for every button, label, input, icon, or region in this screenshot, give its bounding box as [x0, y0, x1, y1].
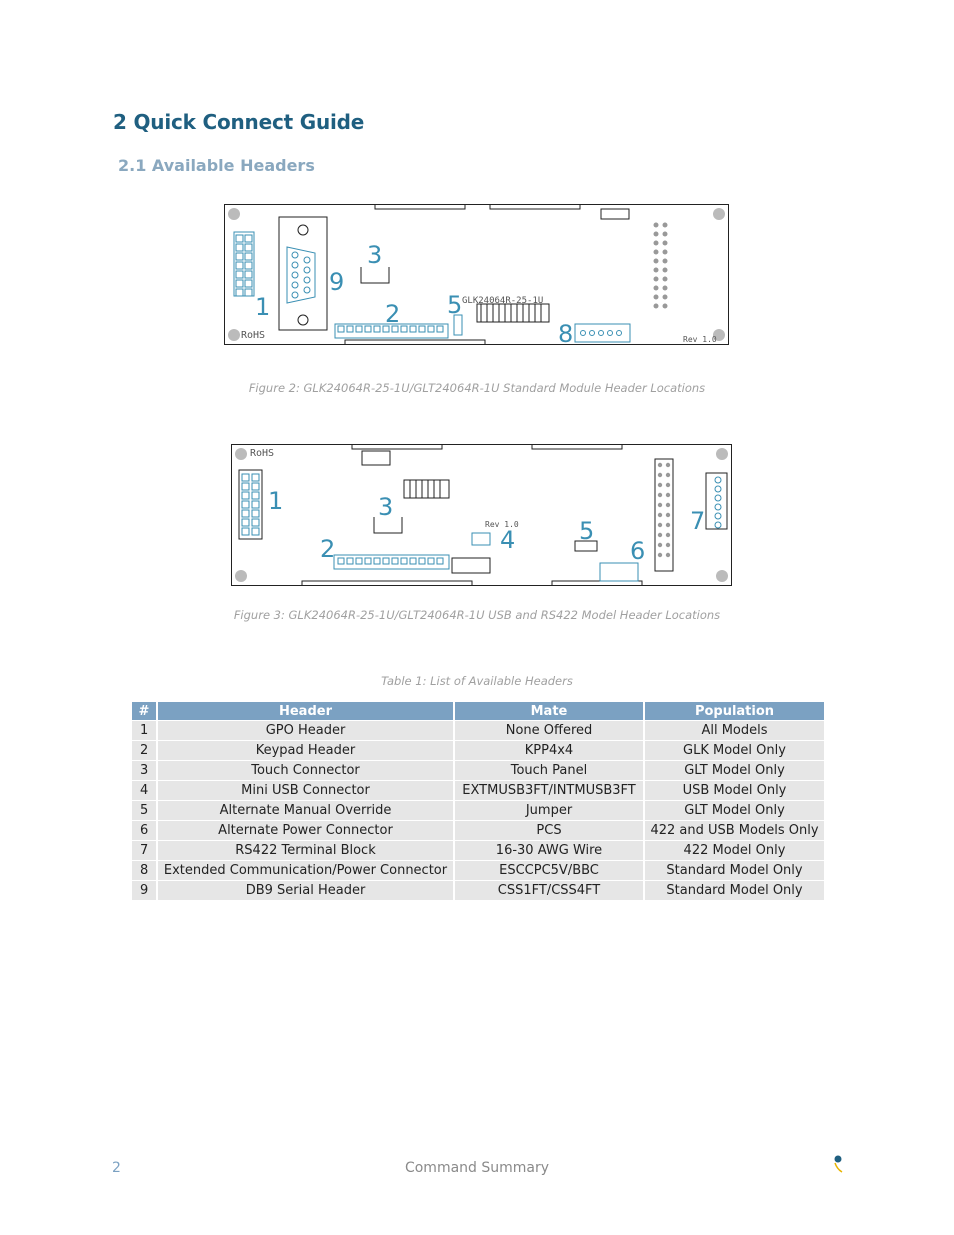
row-number: 2: [132, 741, 156, 760]
page-number: 2: [112, 1160, 121, 1176]
callout-2: 2: [385, 300, 401, 328]
table-row: [132, 761, 824, 780]
row-population: GLT Model Only: [645, 761, 824, 780]
callout-5: 5: [579, 517, 595, 545]
col-mate: Mate: [455, 702, 643, 720]
row-header: DB9 Serial Header: [158, 881, 453, 900]
row-population: USB Model Only: [645, 781, 824, 800]
row-number: 1: [132, 721, 156, 740]
row-number: 7: [132, 841, 156, 860]
board-rev-label: Rev 1.0: [485, 520, 519, 529]
callout-5: 5: [447, 291, 463, 319]
callout-2: 2: [320, 535, 336, 563]
col-header: Header: [158, 702, 453, 720]
row-mate: EXTMUSB3FT/INTMUSB3FT: [455, 781, 643, 800]
rohs-label: RoHS: [250, 448, 275, 459]
row-header: Mini USB Connector: [158, 781, 453, 800]
row-header: Touch Connector: [158, 761, 453, 780]
row-header: GPO Header: [158, 721, 453, 740]
table-row: [132, 841, 824, 860]
table-row: [132, 821, 824, 840]
callout-1: 1: [268, 487, 284, 515]
row-header: RS422 Terminal Block: [158, 841, 453, 860]
row-mate: KPP4x4: [455, 741, 643, 760]
footer-title: Command Summary: [404, 1160, 550, 1176]
row-population: 422 and USB Models Only: [645, 821, 824, 840]
row-number: 8: [132, 861, 156, 880]
callout-4: 4: [500, 526, 516, 554]
row-mate: PCS: [455, 821, 643, 840]
table-header-row: [132, 702, 824, 720]
page-title: 2 Quick Connect Guide: [113, 110, 365, 134]
table-caption: Table 1: List of Available Headers: [381, 674, 573, 688]
table-row: [132, 721, 824, 740]
row-mate: Jumper: [455, 801, 643, 820]
col-population: Population: [645, 702, 824, 720]
col-number: #: [132, 702, 156, 720]
row-header: Alternate Power Connector: [158, 821, 453, 840]
section-title: 2.1 Available Headers: [118, 156, 315, 175]
board-diagram-standard: [225, 205, 728, 344]
board-model-label: GLK24064R-25-1U: [462, 296, 544, 306]
callout-9: 9: [329, 268, 345, 296]
row-mate: None Offered: [455, 721, 643, 740]
table-row: [132, 881, 824, 900]
callout-3: 3: [378, 493, 394, 521]
company-logo-icon: [829, 1154, 845, 1178]
rohs-label: RoHS: [241, 330, 266, 341]
row-population: GLK Model Only: [645, 741, 824, 760]
callout-1: 1: [255, 293, 271, 321]
figure-standard-module: [224, 204, 729, 345]
table-row: [132, 741, 824, 760]
callout-6: 6: [630, 537, 646, 565]
callout-7: 7: [690, 507, 706, 535]
row-header: Keypad Header: [158, 741, 453, 760]
row-population: Standard Model Only: [645, 881, 824, 900]
callout-8: 8: [558, 320, 574, 344]
callout-3: 3: [367, 241, 383, 269]
table-row: [132, 781, 824, 800]
row-mate: CSS1FT/CSS4FT: [455, 881, 643, 900]
row-number: 4: [132, 781, 156, 800]
board-rev-label: Rev 1.0: [683, 335, 717, 344]
row-header: Alternate Manual Override: [158, 801, 453, 820]
row-population: All Models: [645, 721, 824, 740]
row-number: 5: [132, 801, 156, 820]
row-mate: Touch Panel: [455, 761, 643, 780]
figure-usb-rs422-module: [231, 444, 732, 586]
row-population: GLT Model Only: [645, 801, 824, 820]
row-mate: ESCCPC5V/BBC: [455, 861, 643, 880]
row-header: Extended Communication/Power Connector: [158, 861, 453, 880]
row-number: 3: [132, 761, 156, 780]
table-row: [132, 861, 824, 880]
board-diagram-usb-rs422: [232, 445, 731, 585]
table-row: [132, 801, 824, 820]
row-number: 9: [132, 881, 156, 900]
row-population: 422 Model Only: [645, 841, 824, 860]
headers-table: [130, 701, 826, 901]
gpo-pins: [236, 235, 252, 296]
row-mate: 16-30 AWG Wire: [455, 841, 643, 860]
row-number: 6: [132, 821, 156, 840]
row-population: Standard Model Only: [645, 861, 824, 880]
figure-caption-1: Figure 2: GLK24064R-25-1U/GLT24064R-1U Standard Module Header Locations: [248, 381, 706, 395]
figure-caption-2: Figure 3: GLK24064R-25-1U/GLT24064R-1U USB and RS422 Model Header Locations: [233, 608, 721, 622]
